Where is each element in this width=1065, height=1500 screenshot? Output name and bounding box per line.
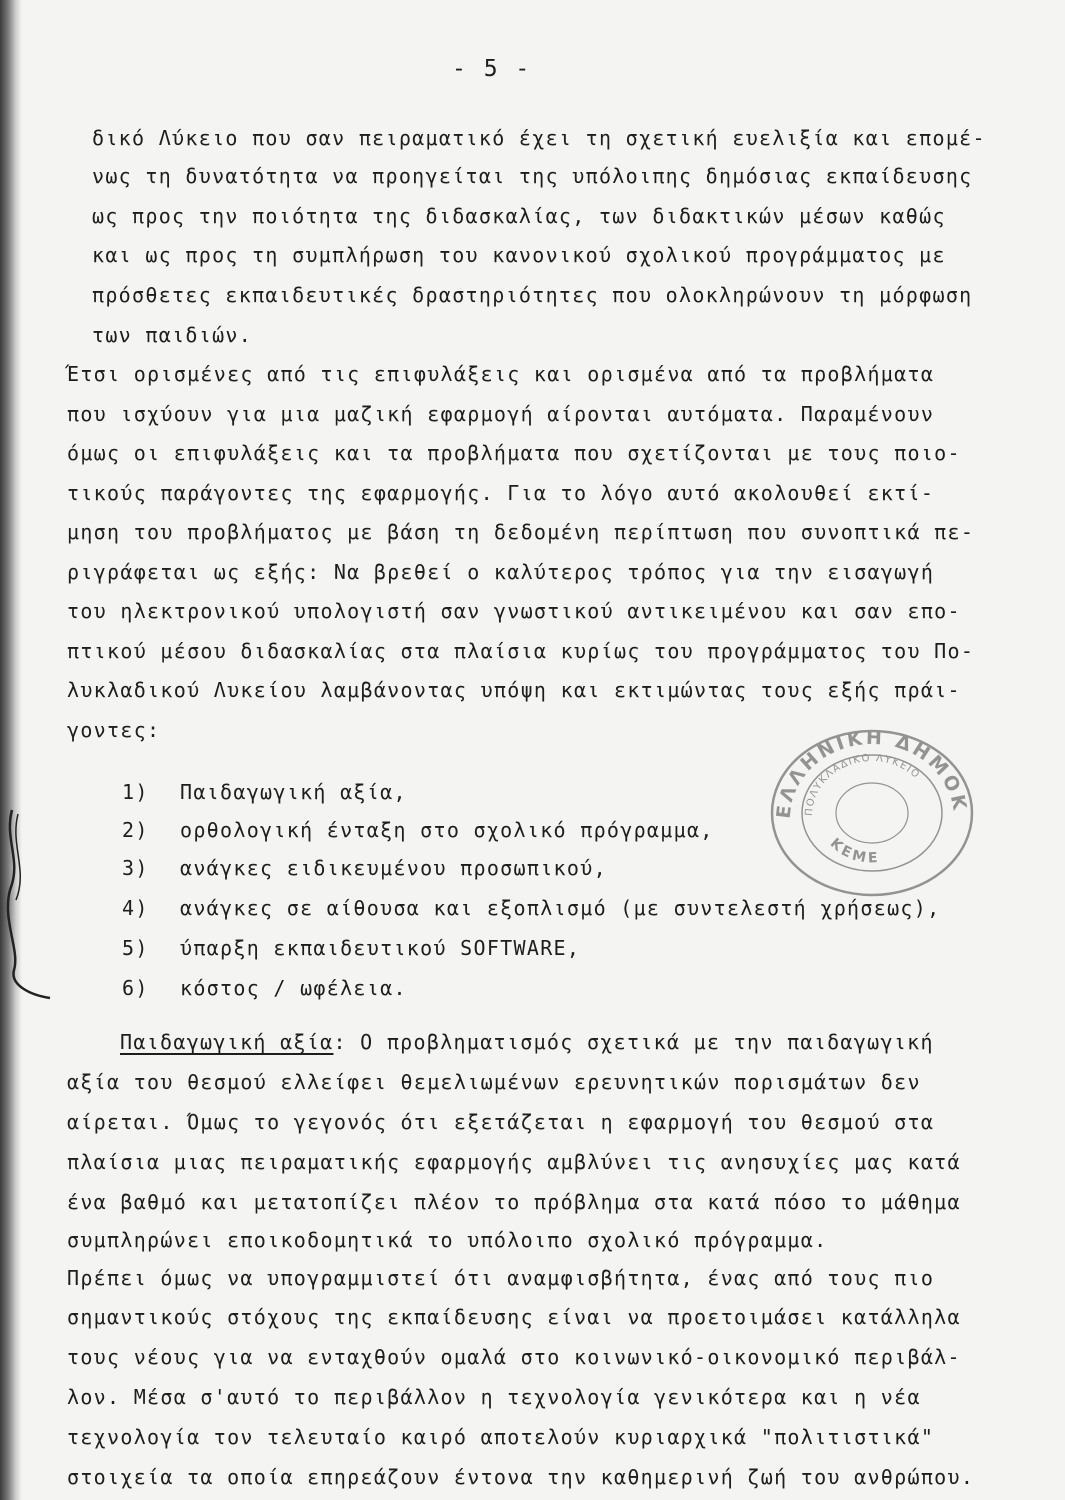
factor-text: Παιδαγωγική αξία, — [180, 780, 407, 804]
paragraph-4-line: στοιχεία τα οποία επηρεάζουν έντονα την καθημερινή ζωή του ανθρώπου. — [67, 1465, 975, 1489]
paragraph-1-line: και ως προς τη συμπλήρωση του κανονικού σχολικού προγράμματος με — [92, 243, 946, 267]
factor-text: ορθολογική ένταξη στο σχολικό πρόγραμμα, — [180, 818, 714, 842]
paragraph-1-line: νως τη δυνατότητα να προηγείται της υπόλοιπης δημόσιας εκπαίδευσης — [92, 164, 973, 188]
section-heading-line — [120, 1030, 934, 1054]
section-heading-continuation: : Ο προβληματισμός σχετικά με την παιδαγωγική — [333, 1030, 934, 1054]
factor-number: 6) — [122, 976, 149, 1000]
svg-text:ΕΛΛΗΝΙΚΗ ΔΗΜΟΚΡΑΤΙΑ — [760, 724, 971, 820]
seal-inner-text: ΠΟΛΥΚΛΑΔΙΚΟ ΛΥΚΕΙΟ — [803, 752, 923, 817]
paragraph-1-line: δικό Λύκειο που σαν πειραματικό έχει τη σχετική ευελιξία και επομέ- — [92, 126, 986, 150]
paragraph-1-line: ως προς την ποιότητα της διδασκαλίας, των διδακτικών μέσων καθώς — [92, 204, 946, 228]
official-seal-stamp — [760, 724, 984, 902]
seal-icon — [760, 724, 984, 902]
paragraph-3-line: συμπληρώνει εποικοδομητικά το υπόλοιπο σχολικό πρόγραμμα. — [67, 1228, 828, 1252]
paragraph-2-line: λυκλαδικού Λυκείου λαμβάνοντας υπόψη και εκτιμώντας τους εξής πράι- — [67, 678, 961, 702]
factor-text: ύπαρξη εκπαιδευτικού SOFTWARE, — [180, 936, 581, 960]
scan-page-edge — [0, 0, 22, 1500]
paragraph-2-line: ριγράφεται ως εξής: Να βρεθεί ο καλύτερος τρόπος για την εισαγωγή — [67, 560, 935, 584]
margin-bracket-mark — [0, 800, 60, 1000]
paragraph-4-line: λον. Μέσα σ'αυτό το περιβάλλον η τεχνολογία γενικότερα και η νέα — [67, 1385, 921, 1409]
factor-number: 4) — [122, 896, 149, 920]
paragraph-3-line: αίρεται. Όμως το γεγονός ότι εξετάζεται η εφαρμογή του θεσμού στα — [67, 1110, 935, 1134]
paragraph-2-line: μηση του προβλήματος με βάση τη δεδομένη περίπτωση που συνοπτικά πε- — [67, 520, 975, 544]
paragraph-2-line: πτικού μέσου διδασκαλίας στα πλαίσια κυρίως του προγράμματος του Πο- — [67, 639, 975, 663]
factor-text: ανάγκες σε αίθουσα και εξοπλισμό (με συντελεστή χρήσεως), — [180, 896, 941, 920]
paragraph-4-line: Πρέπει όμως να υπογραμμιστεί ότι αναμφισβήτητα, ένας από τους πιο — [67, 1266, 935, 1290]
paragraph-2-line: γοντες: — [67, 718, 161, 742]
paragraph-3-line: πλαίσια μιας πειραματικής εφαρμογής αμβλύνει τις ανησυχίες μας κατά — [67, 1150, 961, 1174]
paragraph-1-line: πρόσθετες εκπαιδευτικές δραστηριότητες που ολοκληρώνουν τη μόρφωση — [92, 283, 973, 307]
factor-number: 1) — [122, 780, 149, 804]
factor-number: 2) — [122, 818, 149, 842]
paragraph-4-line: τους νέους για να ενταχθούν ομαλά στο κοινωνικό-οικονομικό περιβάλ- — [67, 1345, 961, 1369]
paragraph-2-line: του ηλεκτρονικού υπολογιστή σαν γνωστικού αντικειμένου και σαν επο- — [67, 599, 961, 623]
section-heading: Παιδαγωγική αξία — [120, 1030, 334, 1054]
factor-number: 5) — [122, 936, 149, 960]
seal-outer-text: ΕΛΛΗΝΙΚΗ ΔΗΜΟΚ — [772, 726, 971, 820]
paragraph-4-line: σημαντικούς στόχους της εκπαίδευσης είναι να προετοιμάσει κατάλληλα — [67, 1305, 961, 1329]
paragraph-1-line: των παιδιών. — [92, 323, 253, 347]
paragraph-3-line: αξία του θεσμού ελλείφει θεμελιωμένων ερευνητικών πορισμάτων δεν — [67, 1070, 921, 1094]
paragraph-2-line: που ισχύουν για μια μαζική εφαρμογή αίρονται αυτόματα. Παραμένουν — [67, 402, 935, 426]
paragraph-2-line: τικούς παράγοντες της εφαρμογής. Για το λόγο αυτό ακολουθεί εκτί- — [67, 481, 935, 505]
paragraph-2-line: όμως οι επιφυλάξεις και τα προβλήματα που σχετίζονται με τους ποιο- — [67, 441, 961, 465]
paragraph-4-line: τεχνολογία τον τελευταίο καιρό αποτελούν κυριαρχικά "πολιτιστικά" — [67, 1425, 935, 1449]
page-number: - 5 - — [452, 56, 532, 82]
factor-text: κόστος / ωφέλεια. — [180, 976, 407, 1000]
factor-text: ανάγκες ειδικευμένου προσωπικού, — [180, 856, 607, 880]
paragraph-3-line: ένα βαθμό και μετατοπίζει πλέον το πρόβλημα στα κατά πόσο το μάθημα — [67, 1190, 961, 1214]
factor-number: 3) — [122, 856, 149, 880]
paragraph-2-line: Έτσι ορισμένες από τις επιφυλάξεις και ορισμένα από τα προβλήματα — [67, 362, 935, 386]
seal-bottom-text: ΚΕΜΕ — [826, 835, 881, 867]
